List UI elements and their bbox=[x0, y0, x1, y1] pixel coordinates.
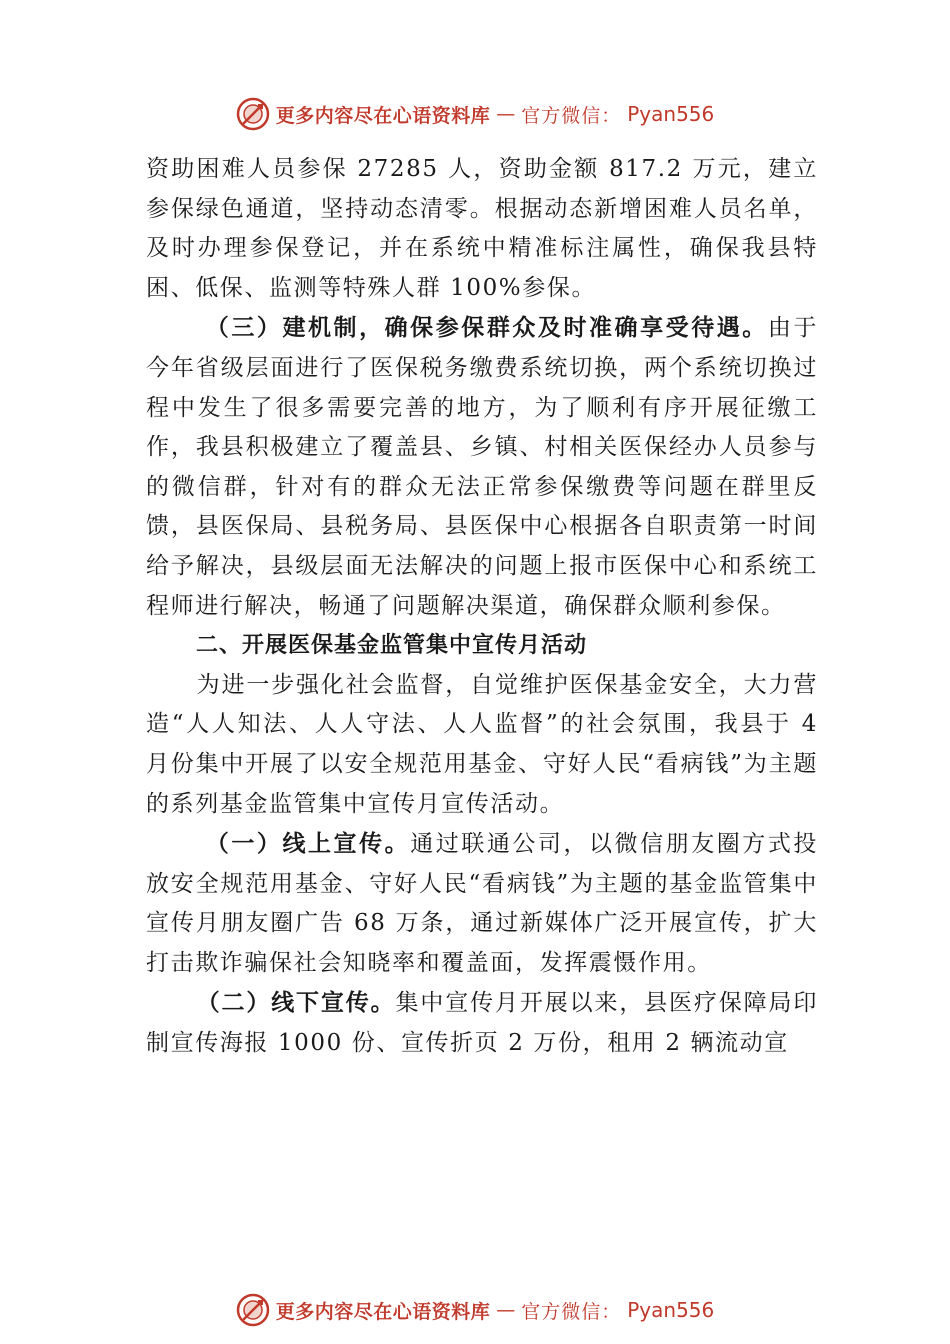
banner-brand-text: 更多内容尽在心语资料库 bbox=[275, 1300, 491, 1323]
banner-separator: — bbox=[496, 103, 516, 125]
paragraph-2-lead: （三）建机制，确保参保群众及时准确享受待遇。 bbox=[205, 314, 768, 342]
banner-separator: — bbox=[496, 1299, 516, 1321]
banner-brand-text: 更多内容尽在心语资料库 bbox=[275, 104, 491, 127]
paragraph-2-text: 由于今年省级层面进行了医保税务缴费系统切换，两个系统切换过程中发生了很多需要完善的地方，为了顺利有序开展征缴工作，我县积极建立了覆盖县、乡镇、村相关医保经办人员参与的微信群，针对有的群众无法正常参保缴费等问题在群里反馈，县医保局、县税务局、县医保中心根据各自职责第一时间给予解决，县级层面无法解决的问题上报市医保中心和系统工程师进行解决，畅通了问题解决渠道，确保群众顺利参保。 bbox=[146, 315, 819, 619]
paragraph-5-lead: （二）线下宣传。 bbox=[196, 989, 396, 1017]
banner-wechat-label: 官方微信： bbox=[521, 1300, 622, 1323]
brand-logo-icon bbox=[236, 1293, 270, 1327]
paragraph-5 bbox=[146, 983, 818, 1063]
document-body bbox=[146, 150, 818, 1064]
banner-wechat-handle: Pyan556 bbox=[627, 102, 715, 126]
paragraph-2 bbox=[146, 308, 818, 626]
paragraph-1: 资助困难人员参保 27285 人，资助金额 817.2 万元，建立参保绿色通道，坚持动态清零。根据动态新增困难人员名单， 及时办理参保登记，并在系统中精准标注属性，确保我县特困、低保、监测等特殊人群 100%参保。 bbox=[146, 156, 818, 301]
paragraph-4-text: 通过联通公司，以微信朋友圈方式投放安全规范用基金、守好人民“看病钱”为主题的基金监管集中宣传月朋友圈广告 68 万条，通过新媒体广泛开展宣传，扩大打击欺诈骗保社会知晓率和覆盖面，发挥震慑作用。 bbox=[146, 831, 818, 976]
brand-logo-icon bbox=[236, 97, 270, 131]
banner-wechat-label: 官方微信： bbox=[521, 104, 622, 127]
header-banner bbox=[0, 94, 950, 134]
section-heading-2: 二、开展医保基金监管集中宣传月活动 bbox=[196, 633, 588, 659]
paragraph-3: 为进一步强化社会监督，自觉维护医保基金安全，大力营造“人人知法、人人守法、人人监督”的社会氛围，我县于 4 月份集中开展了以安全规范用基金、守好人民“看病钱”为主题的系列基金监管集中宣传月宣传活动。 bbox=[146, 671, 818, 817]
banner-wechat-handle: Pyan556 bbox=[627, 1298, 715, 1322]
footer-banner bbox=[0, 1290, 950, 1330]
paragraph-4-lead: （一）线上宣传。 bbox=[205, 830, 411, 858]
paragraph-4 bbox=[146, 824, 818, 983]
paragraph-5-text: 集中宣传月开展以来，县医疗保障局印制宣传海报 1000 份、宣传折页 2 万份，租用 2 辆流动宣 bbox=[146, 990, 818, 1057]
